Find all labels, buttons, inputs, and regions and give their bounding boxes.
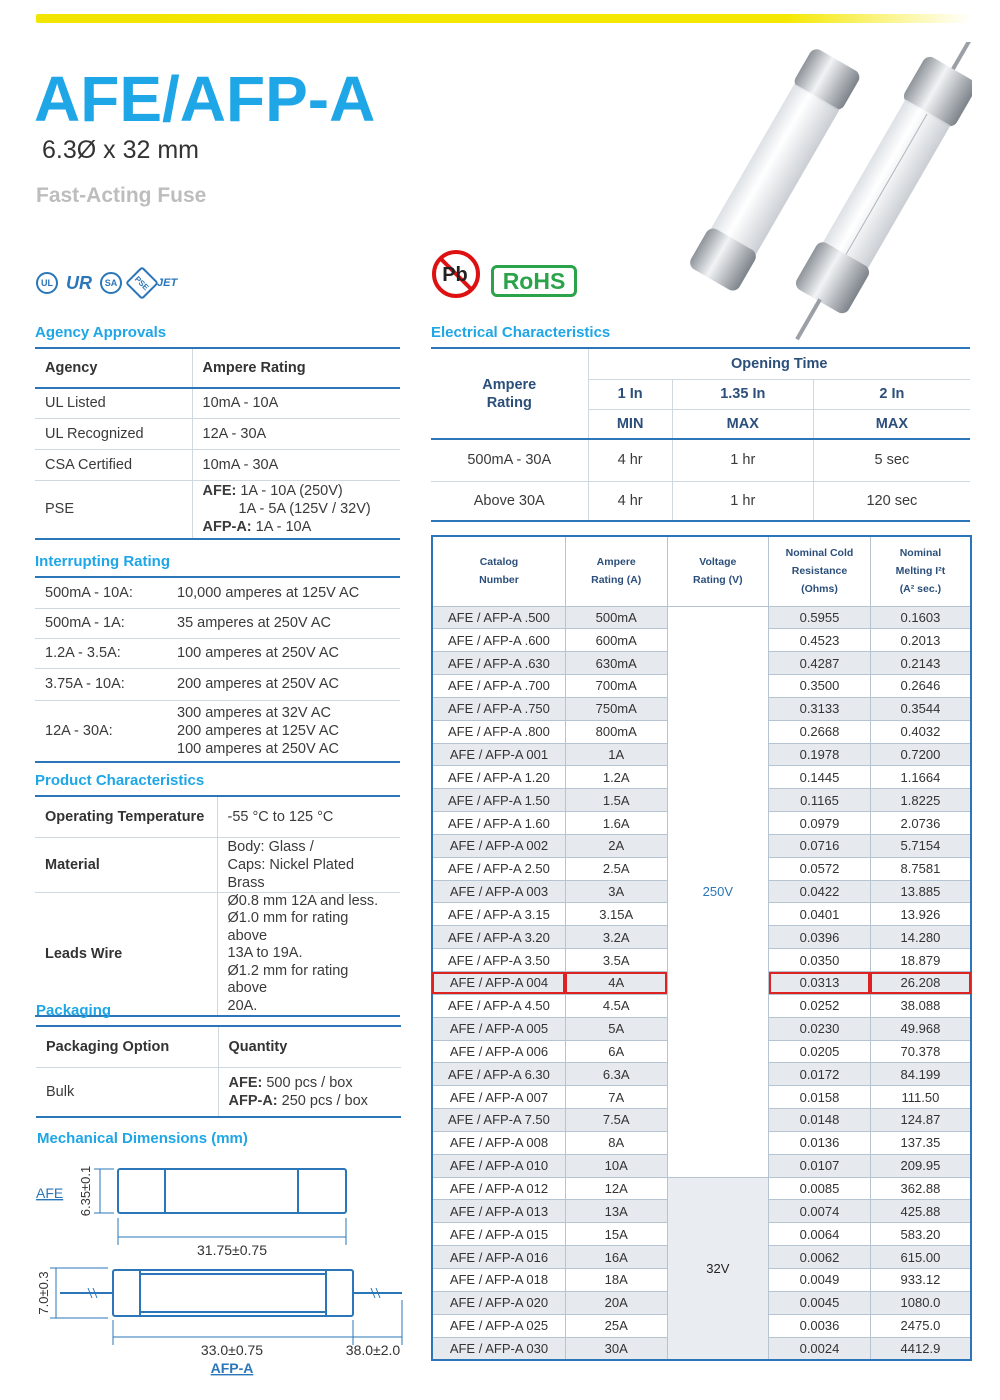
cold-resistance: 0.1978 [769, 743, 871, 766]
catalog-number: AFE / AFP-A 3.15 [432, 903, 565, 926]
melting-i2t: 0.2013 [870, 629, 971, 652]
cold-resistance: 0.1445 [769, 766, 871, 789]
catalog-body [432, 606, 971, 1360]
melting-i2t: 362.88 [870, 1177, 971, 1200]
catalog-number: AFE / AFP-A 003 [432, 880, 565, 903]
ampere-rating: 800mA [565, 720, 667, 743]
melting-i2t: 13.885 [870, 880, 971, 903]
cold-resistance: 0.0572 [769, 857, 871, 880]
catalog-number: AFE / AFP-A 2.50 [432, 857, 565, 880]
ampere-rating: 20A [565, 1291, 667, 1314]
leads-wire-value: Ø0.8 mm 12A and less. Ø1.0 mm for rating above 13A to 19A. Ø1.2 mm for rating above 20A. [217, 892, 400, 1016]
agency-name: CSA Certified [35, 449, 192, 480]
packaging-quantity: AFE: 500 pcs / box AFP-A: 250 pcs / box [218, 1067, 401, 1117]
table-row [35, 700, 400, 762]
voltage-rating-32v: 32V [667, 1177, 769, 1360]
operating-temperature-value: -55 °C to 125 °C [217, 797, 400, 837]
catalog-number: AFE / AFP-A 3.20 [432, 926, 565, 949]
fuse-product-image [672, 42, 972, 342]
ampere-rating-header: Ampere Rating (A) [565, 536, 667, 606]
catalog-number: AFE / AFP-A 007 [432, 1086, 565, 1109]
catalog-number: AFE / AFP-A 020 [432, 1291, 565, 1314]
product-subtitle: Fast-Acting Fuse [36, 184, 207, 207]
col-2in-header: 2 In [813, 379, 970, 409]
ampere-rating: 1.5A [565, 789, 667, 812]
catalog-number: AFE / AFP-A 016 [432, 1246, 565, 1269]
table-row [35, 418, 400, 449]
rohs-badge: RoHS [491, 265, 577, 297]
voltage-rating-250v: 250V [667, 606, 769, 1177]
melting-i2t: 583.20 [870, 1223, 971, 1246]
top-accent-bar [36, 14, 971, 23]
table-row [432, 606, 971, 629]
col-max-header: MAX [813, 409, 970, 439]
ampere-rating: 1.6A [565, 812, 667, 835]
ampere-rating: 15A [565, 1223, 667, 1246]
catalog-number: AFE / AFP-A 030 [432, 1337, 565, 1360]
melting-i2t: 0.3544 [870, 697, 971, 720]
melting-i2t: 38.088 [870, 994, 971, 1017]
ampere-rating: 2.5A [565, 857, 667, 880]
afe-diameter-dim: 6.35±0.1 [78, 1165, 93, 1217]
ampere-rating: 7.5A [565, 1109, 667, 1132]
agency-name: UL Listed [35, 388, 192, 418]
table-row [35, 388, 400, 418]
catalog-number: AFE / AFP-A 1.20 [432, 766, 565, 789]
melting-i2t: 5.7154 [870, 834, 971, 857]
agency-rating: 10mA - 30A [192, 449, 400, 480]
cold-resistance: 0.0136 [769, 1131, 871, 1154]
ampere-rating: 8A [565, 1131, 667, 1154]
table-row [35, 638, 400, 668]
cold-resistance: 0.0148 [769, 1109, 871, 1132]
material-value: Body: Glass / Caps: Nickel Plated Brass [217, 837, 400, 892]
table-row [36, 1067, 401, 1117]
agency-approvals-title: Agency Approvals [35, 324, 167, 341]
afpa-length-dim: 33.0±0.75 [200, 1342, 264, 1358]
col-max-header: MAX [672, 409, 813, 439]
agency-rating: 12A - 30A [192, 418, 400, 449]
cold-resistance: 0.0350 [769, 949, 871, 972]
melting-i2t: 124.87 [870, 1109, 971, 1132]
cold-resistance: 0.4287 [769, 652, 871, 675]
melting-i2t: 111.50 [870, 1086, 971, 1109]
cold-resistance: 0.3500 [769, 675, 871, 698]
cold-resistance: 0.4523 [769, 629, 871, 652]
melting-i2t: 2475.0 [870, 1314, 971, 1337]
melting-i2t: 14.280 [870, 926, 971, 949]
catalog-number: AFE / AFP-A 018 [432, 1268, 565, 1291]
catalog-number: AFE / AFP-A 4.50 [432, 994, 565, 1017]
ampere-rating: 2A [565, 834, 667, 857]
operating-temperature-label: Operating Temperature [35, 797, 217, 837]
catalog-number: AFE / AFP-A 1.50 [432, 789, 565, 812]
cold-resistance: 0.0422 [769, 880, 871, 903]
table-row: Above 30A 4 hr 1 hr 120 sec [431, 481, 970, 521]
ampere-rating: 5A [565, 1017, 667, 1040]
catalog-number: AFE / AFP-A 004 [432, 972, 565, 995]
agency-name: PSE [35, 480, 192, 539]
ampere-rating: 700mA [565, 675, 667, 698]
melting-i2t: 615.00 [870, 1246, 971, 1269]
catalog-number: AFE / AFP-A 005 [432, 1017, 565, 1040]
interrupting-value: 35 amperes at 250V AC [167, 608, 400, 638]
ampere-rating: 25A [565, 1314, 667, 1337]
col-135in-header: 1.35 In [672, 379, 813, 409]
melting-i2t: 209.95 [870, 1154, 971, 1177]
melting-i2t: 84.199 [870, 1063, 971, 1086]
cold-resistance: 0.0036 [769, 1314, 871, 1337]
melting-i2t: 2.0736 [870, 812, 971, 835]
cold-resistance: 0.0979 [769, 812, 871, 835]
melting-i2t: 49.968 [870, 1017, 971, 1040]
cold-resistance: 0.0049 [769, 1268, 871, 1291]
ampere-rating: 1.2A [565, 766, 667, 789]
table-row [35, 668, 400, 700]
melting-i2t: 18.879 [870, 949, 971, 972]
melting-i2t: 13.926 [870, 903, 971, 926]
melting-i2t: 4412.9 [870, 1337, 971, 1360]
interrupting-rating-title: Interrupting Rating [35, 553, 170, 570]
cold-resistance: 0.0158 [769, 1086, 871, 1109]
melting-i2t: 0.2143 [870, 652, 971, 675]
afe-drawing-label: AFE [36, 1185, 64, 1201]
agency-rating: 10mA - 10A [192, 388, 400, 418]
product-title: AFE/AFP-A [34, 63, 376, 135]
packaging-title: Packaging [36, 1002, 112, 1019]
col-min-header: MIN [588, 409, 672, 439]
packaging-table [36, 1027, 401, 1118]
current-range: 1.2A - 3.5A: [35, 638, 167, 668]
ampere-rating: 10A [565, 1154, 667, 1177]
leads-wire-label: Leads Wire [35, 892, 217, 1016]
ampere-rating: 3.15A [565, 903, 667, 926]
interrupting-rating-table [35, 578, 400, 763]
table-row: 500mA - 30A 4 hr 1 hr 5 sec [431, 439, 970, 481]
ampere-rating: 16A [565, 1246, 667, 1269]
catalog-number: AFE / AFP-A 012 [432, 1177, 565, 1200]
catalog-number: AFE / AFP-A 008 [432, 1131, 565, 1154]
melting-i2t: 425.88 [870, 1200, 971, 1223]
melting-i2t: 1.1664 [870, 766, 971, 789]
col-1in-header: 1 In [588, 379, 672, 409]
table-row [35, 578, 400, 608]
ul-listed-icon: UL [36, 272, 58, 294]
quantity-header: Quantity [218, 1027, 401, 1067]
melting-i2t: 0.2646 [870, 675, 971, 698]
ampere-rating: 1A [565, 743, 667, 766]
cold-resistance-header: Nominal Cold Resistance (Ohms) [769, 536, 871, 606]
ampere-rating: 3A [565, 880, 667, 903]
ampere-rating-header: Ampere Rating [192, 349, 400, 388]
product-characteristics-table [35, 797, 400, 1017]
current-range: 12A - 30A: [35, 700, 167, 762]
interrupting-value: 300 amperes at 32V AC 200 amperes at 125V AC 100 amperes at 250V AC [167, 700, 400, 762]
catalog-number-header: Catalog Number [432, 536, 565, 606]
cold-resistance: 0.0252 [769, 994, 871, 1017]
ampere-rating: 18A [565, 1268, 667, 1291]
ampere-rating: 3.2A [565, 926, 667, 949]
current-range: 3.75A - 10A: [35, 668, 167, 700]
melting-i2t-header: Nominal Melting I²t (A² sec.) [870, 536, 971, 606]
certification-marks [36, 268, 177, 298]
lead-free-icon [430, 248, 482, 300]
table-row [35, 837, 400, 892]
ampere-rating: 30A [565, 1337, 667, 1360]
interrupting-value: 10,000 amperes at 125V AC [167, 578, 400, 608]
melting-i2t: 0.1603 [870, 606, 971, 629]
catalog-number: AFE / AFP-A 013 [432, 1200, 565, 1223]
table-row [35, 608, 400, 638]
melting-i2t: 8.7581 [870, 857, 971, 880]
catalog-number: AFE / AFP-A 6.30 [432, 1063, 565, 1086]
ampere-rating: 600mA [565, 629, 667, 652]
cold-resistance: 0.0024 [769, 1337, 871, 1360]
catalog-number: AFE / AFP-A .750 [432, 697, 565, 720]
product-dimensions: 6.3Ø x 32 mm [42, 136, 199, 164]
ampere-rating: 12A [565, 1177, 667, 1200]
ampere-rating: 4.5A [565, 994, 667, 1017]
cold-resistance: 0.0313 [769, 972, 871, 995]
melting-i2t: 1.8225 [870, 789, 971, 812]
ampere-rating: 3.5A [565, 949, 667, 972]
electrical-characteristics-table [431, 349, 970, 522]
cold-resistance: 0.0172 [769, 1063, 871, 1086]
melting-i2t: 933.12 [870, 1268, 971, 1291]
ampere-rating: 750mA [565, 697, 667, 720]
cold-resistance: 0.1165 [769, 789, 871, 812]
ampere-rating-header: Ampere Rating [431, 349, 588, 439]
pse-jet-icon: PSE JET [130, 271, 177, 295]
melting-i2t: 1080.0 [870, 1291, 971, 1314]
ampere-rating: 6A [565, 1040, 667, 1063]
interrupting-value: 200 amperes at 250V AC [167, 668, 400, 700]
cold-resistance: 0.5955 [769, 606, 871, 629]
afpa-lead-dim: 38.0±2.0 [345, 1342, 401, 1358]
ampere-rating: 4A [565, 972, 667, 995]
melting-i2t: 26.208 [870, 972, 971, 995]
melting-i2t: 0.4032 [870, 720, 971, 743]
csa-icon: SA [100, 272, 122, 294]
mechanical-dimensions-title: Mechanical Dimensions (mm) [37, 1130, 248, 1147]
ampere-rating: 7A [565, 1086, 667, 1109]
catalog-number: AFE / AFP-A .800 [432, 720, 565, 743]
product-characteristics-title: Product Characteristics [35, 772, 205, 789]
melting-i2t: 70.378 [870, 1040, 971, 1063]
table-row [35, 480, 400, 539]
cold-resistance: 0.0074 [769, 1200, 871, 1223]
mechanical-dimensions-drawing [30, 1155, 410, 1380]
interrupting-value: 100 amperes at 250V AC [167, 638, 400, 668]
ampere-rating: 6.3A [565, 1063, 667, 1086]
ampere-rating: 630mA [565, 652, 667, 675]
afpa-drawing-label: AFP-A [210, 1360, 254, 1376]
current-range: 500mA - 10A: [35, 578, 167, 608]
cold-resistance: 0.0205 [769, 1040, 871, 1063]
cold-resistance: 0.2668 [769, 720, 871, 743]
packaging-option: Bulk [36, 1067, 218, 1117]
table-row [35, 449, 400, 480]
catalog-number: AFE / AFP-A 001 [432, 743, 565, 766]
catalog-table [431, 535, 972, 1361]
cold-resistance: 0.0107 [769, 1154, 871, 1177]
catalog-number: AFE / AFP-A 1.60 [432, 812, 565, 835]
cold-resistance: 0.3133 [769, 697, 871, 720]
catalog-number: AFE / AFP-A .600 [432, 629, 565, 652]
cold-resistance: 0.0716 [769, 834, 871, 857]
cold-resistance: 0.0064 [769, 1223, 871, 1246]
cold-resistance: 0.0401 [769, 903, 871, 926]
catalog-number: AFE / AFP-A 015 [432, 1223, 565, 1246]
afe-length-dim: 31.75±0.75 [197, 1242, 267, 1258]
catalog-number: AFE / AFP-A 002 [432, 834, 565, 857]
catalog-number: AFE / AFP-A .700 [432, 675, 565, 698]
cold-resistance: 0.0230 [769, 1017, 871, 1040]
electrical-characteristics-title: Electrical Characteristics [431, 324, 611, 341]
voltage-rating-header: Voltage Rating (V) [667, 536, 769, 606]
packaging-option-header: Packaging Option [36, 1027, 218, 1067]
catalog-number: AFE / AFP-A .500 [432, 606, 565, 629]
cold-resistance: 0.0045 [769, 1291, 871, 1314]
ampere-rating: 13A [565, 1200, 667, 1223]
catalog-number: AFE / AFP-A 7.50 [432, 1109, 565, 1132]
table-row [35, 892, 400, 1016]
agency-name: UL Recognized [35, 418, 192, 449]
agency-approvals-table [35, 349, 400, 540]
agency-rating-pse: AFE: 1A - 10A (250V) 1A - 5A (125V / 32V) AFP-A: 1A - 10A [192, 480, 400, 539]
melting-i2t: 137.35 [870, 1131, 971, 1154]
current-range: 500mA - 1A: [35, 608, 167, 638]
cold-resistance: 0.0085 [769, 1177, 871, 1200]
agency-header: Agency [35, 349, 192, 388]
catalog-number: AFE / AFP-A 3.50 [432, 949, 565, 972]
catalog-number: AFE / AFP-A 006 [432, 1040, 565, 1063]
catalog-number: AFE / AFP-A 025 [432, 1314, 565, 1337]
catalog-number: AFE / AFP-A .630 [432, 652, 565, 675]
opening-time-header: Opening Time [588, 349, 970, 379]
cold-resistance: 0.0396 [769, 926, 871, 949]
table-row [432, 1177, 971, 1200]
ul-recognized-icon: UR [66, 272, 92, 293]
material-label: Material [35, 837, 217, 892]
cold-resistance: 0.0062 [769, 1246, 871, 1269]
ampere-rating: 500mA [565, 606, 667, 629]
afpa-diameter-dim: 7.0±0.3 [36, 1271, 51, 1315]
table-row [35, 797, 400, 837]
melting-i2t: 0.7200 [870, 743, 971, 766]
svg-text:Pb: Pb [442, 264, 468, 286]
catalog-number: AFE / AFP-A 010 [432, 1154, 565, 1177]
